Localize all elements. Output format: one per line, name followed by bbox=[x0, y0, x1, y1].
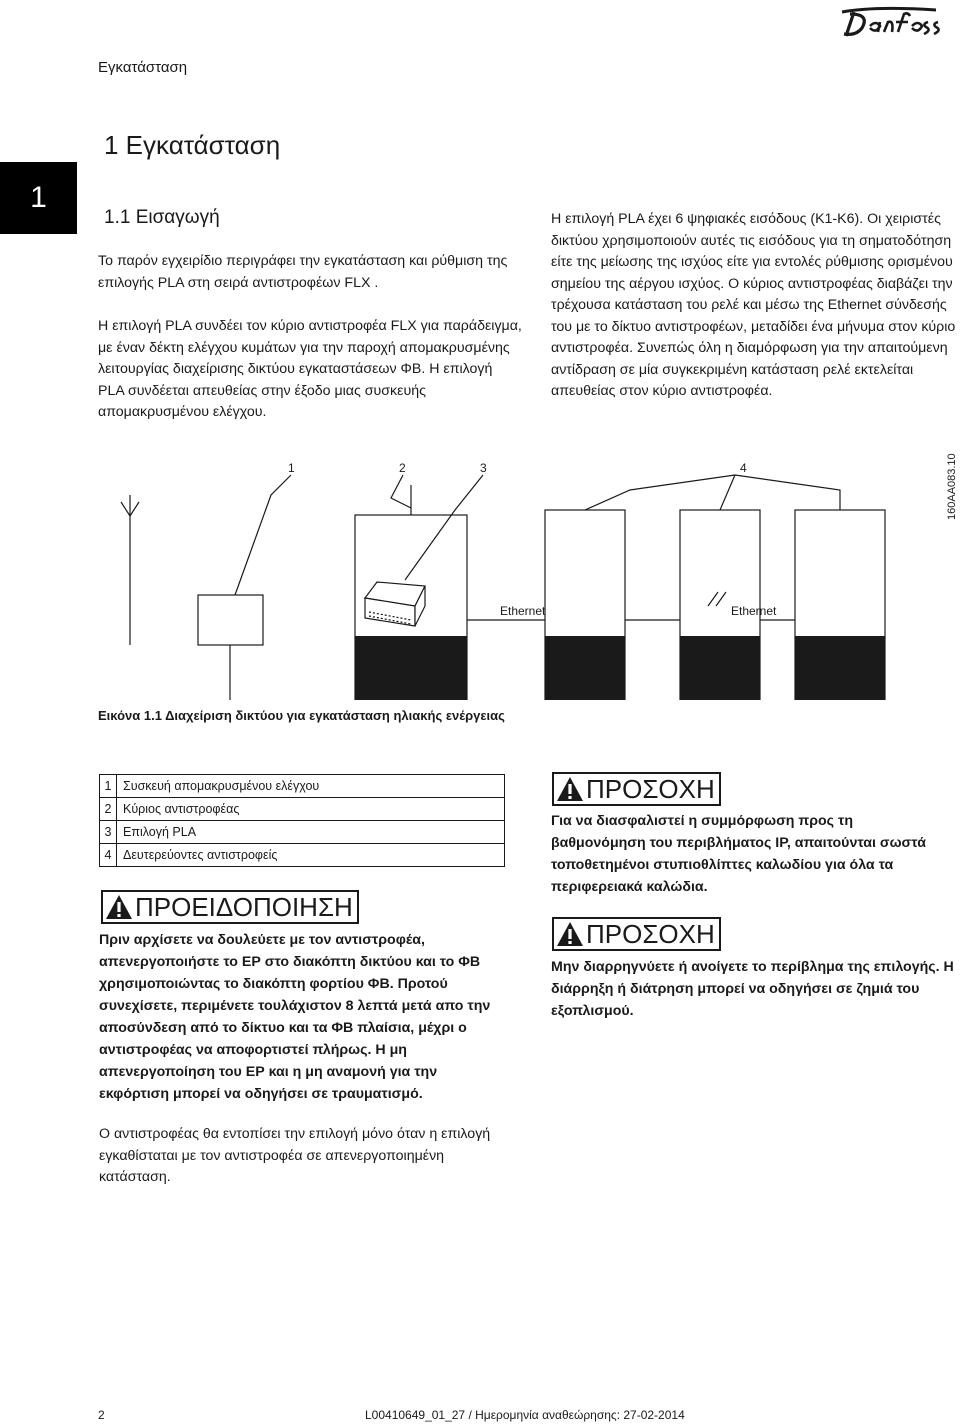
callout-label-3: 3 bbox=[480, 461, 487, 475]
legend-text: Συσκευή απομακρυσμένου ελέγχου bbox=[117, 775, 505, 798]
chapter-title: 1 Εγκατάσταση bbox=[104, 130, 281, 160]
ethernet-label-right: Ethernet bbox=[731, 604, 777, 618]
legend-row bbox=[100, 821, 505, 844]
callout-line-3 bbox=[405, 475, 483, 580]
figure-caption bbox=[98, 708, 505, 723]
remote-control-device bbox=[198, 595, 263, 645]
inputs-paragraph: Η επιλογή PLA έχει 6 ψηφιακές εισόδους (K1-K6). Οι χειριστές δικτύου χρησιμοποιούν αυτές τις εισόδους για τη σηματοδότηση είτε της μείωσης της ισχύος είτε για εντολές ρύθμισης ορισμένου σημείου της αέργου ισχύος. Ο κύριος αντιστροφέας διαβάζει την τρέχουσα κατάσταση του ρελέ και μέσω της Ethernet σύνδεσής του με το δίκτυο αντιστροφέων, μεταδίδει ένα μήνυμα στον κύριο αντιστροφέα. Συνεπώς όλη η διαμόρφωση για την απαιτούμενη αντίδραση σε μία συγκεκριμένη κατάσταση ρελέ εκτελείται απευθείας στον κύριο αντιστροφέα. bbox=[551, 211, 956, 399]
legend-text: Επιλογή PLA bbox=[117, 821, 505, 844]
warning-label-text: ΠΡΟΕΙΔΟΠΟΙΗΣΗ bbox=[135, 892, 353, 922]
legend-num: 3 bbox=[100, 821, 117, 844]
callout-label-1: 1 bbox=[288, 461, 295, 475]
caution-text-2: Μην διαρρηγνύετε ή ανοίγετε το περίβλημα της επιλογής. Η διάρρηξη ή διάτρηση μπορεί να οδηγήσει σε ζημιά του εξοπλισμού. bbox=[551, 959, 954, 1019]
ethernet-label-left: Ethernet bbox=[500, 604, 546, 618]
caution-label-text: ΠΡΟΣΟΧΗ bbox=[586, 774, 715, 804]
caution-triangle-icon bbox=[556, 921, 584, 947]
intro-paragraph-1: Το παρόν εγχειρίδιο περιγράφει την εγκατάσταση και ρύθμιση της επιλογής PLA στη σειρά αντιστροφέων FLX . bbox=[98, 253, 508, 291]
callout-label-4: 4 bbox=[740, 461, 747, 475]
network-diagram bbox=[95, 450, 960, 700]
antenna-arm-left bbox=[121, 502, 130, 516]
callout-label-2: 2 bbox=[399, 461, 406, 475]
legend-num: 2 bbox=[100, 798, 117, 821]
secondary-inverter-3-shade bbox=[795, 636, 885, 700]
warning-label bbox=[101, 890, 359, 924]
callout-line-4-mid bbox=[720, 475, 735, 510]
closing-paragraph: Ο αντιστροφέας θα εντοπίσει την επιλογή μόνο όταν η επιλογή εγκαθίσταται με τον αντιστροφέα σε απενεργοποιημένη κατάσταση. bbox=[99, 1126, 491, 1185]
warning-triangle-icon bbox=[105, 894, 133, 920]
legend-table bbox=[99, 774, 505, 867]
break-mark-right bbox=[716, 592, 726, 606]
danfoss-logo bbox=[836, 4, 946, 45]
caution-label-1 bbox=[552, 772, 721, 806]
page-number: 2 bbox=[98, 1408, 105, 1422]
antenna-arm-right bbox=[130, 502, 139, 516]
callout-line-1 bbox=[235, 475, 291, 595]
secondary-inverter-2-shade bbox=[680, 636, 760, 700]
legend-text: Δευτερεύοντες αντιστροφείς bbox=[117, 844, 505, 867]
secondary-inverter-1-shade bbox=[545, 636, 625, 700]
running-header-title: Εγκατάσταση bbox=[98, 59, 188, 76]
caution-triangle-icon bbox=[556, 776, 584, 802]
caution-label-2 bbox=[552, 917, 721, 951]
warning-text: Πριν αρχίσετε να δουλεύετε με τον αντιστροφέα, απενεργοποιήστε το ΕΡ στο διακόπτη δικτύου και το ΦΒ χρησιμοποιώντας το διακόπτη φορτίου ΦΒ. Προτού συνεχίσετε, περιμένετε τουλάχιστον 8 λεπτά μετά απο την αποσύνδεση από το δίκτυο και τα ΦΒ πλαίσια, μέχρι ο αντιστροφέας να αποφορτιστεί πλήρως. Η μη απενεργοποίηση του ΕΡ και η μη αναμονή για την εκφόρτιση μπορεί να οδηγήσει σε τραυματισμό. bbox=[99, 932, 491, 1102]
legend-num: 1 bbox=[100, 775, 117, 798]
chapter-tab: 1 bbox=[0, 162, 77, 234]
legend-num: 4 bbox=[100, 844, 117, 867]
caution-text-1: Για να διασφαλιστεί η συμμόρφωση προς τη βαθμονόμηση του περιβλήματος IP, απαιτούνται σωστά τοποθετημένοι στυπιοθλίπτες καλωδίου για όλα τα περιφερειακά καλώδια. bbox=[551, 813, 926, 895]
legend-text: Κύριος αντιστροφέας bbox=[117, 798, 505, 821]
legend-row bbox=[100, 844, 505, 867]
caution-label-text: ΠΡΟΣΟΧΗ bbox=[586, 919, 715, 949]
figure-caption-text: Εικόνα 1.1 Διαχείριση δικτύου για εγκατάσταση ηλιακής ενέργειας bbox=[98, 708, 505, 723]
danfoss-logo-mark bbox=[836, 4, 946, 40]
callout-line-2 bbox=[391, 475, 411, 508]
callout-line-4 bbox=[585, 475, 840, 510]
break-mark-left bbox=[708, 592, 718, 606]
master-inverter-shade bbox=[355, 636, 467, 700]
intro-paragraph-2: Η επιλογή PLA συνδέει τον κύριο αντιστροφέα FLX για παράδειγμα, με έναν δέκτη ελέγχου κυμάτων για την παροχή απομακρυσμένης λειτουργίας διαχείρισης δικτύου εγκαταστάσεων ΦΒ. Η επιλογή PLA συνδέεται απευθείας στην έξοδο μιας συσκευής απομακρυσμένου ελέγχου. bbox=[98, 318, 522, 420]
legend-row bbox=[100, 775, 505, 798]
legend-row bbox=[100, 798, 505, 821]
figure-code: 160AA083.10 bbox=[946, 453, 958, 520]
pla-option-module bbox=[365, 582, 425, 626]
doc-reference: L00410649_01_27 / Ημερομηνία αναθεώρησης: 27-02-2014 bbox=[365, 1408, 685, 1422]
section-title: 1.1 Εισαγωγή bbox=[104, 207, 220, 228]
